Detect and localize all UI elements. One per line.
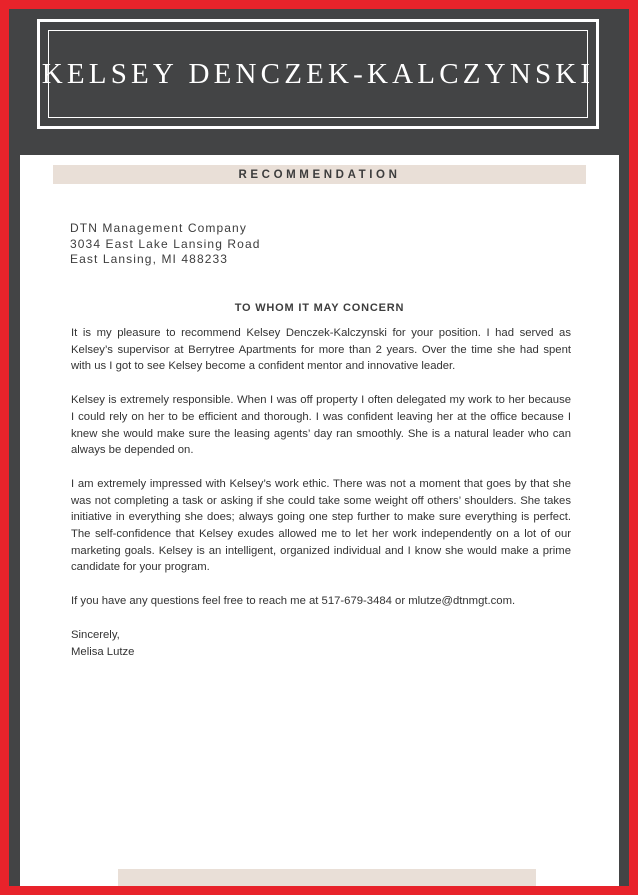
page-frame xyxy=(9,9,629,886)
recipient-company: DTN Management Company xyxy=(70,221,247,235)
paragraph-1: It is my pleasure to recommend Kelsey Denczek-Kalczynski for your position. I had served as Kelsey’s supervisor at Berrytree Apartments for more than 2 years. Over the time she had spent with us I got to see Kelsey become a confident mentor and innovative leader. xyxy=(71,327,571,373)
recipient-street: 3034 East Lake Lansing Road xyxy=(70,236,261,251)
recipient-city: East Lansing, MI 488233 xyxy=(70,252,229,266)
salutation: TO WHOM IT MAY CONCERN xyxy=(234,302,405,314)
recipient-address xyxy=(70,221,261,268)
letter-paper xyxy=(20,155,619,886)
letter-body xyxy=(71,325,571,661)
name-header xyxy=(37,19,599,129)
candidate-name: KELSEY DENCZEK-KALCZYNSKI xyxy=(41,57,595,90)
paragraph-2: Kelsey is extremely responsible. When I was off property I often delegated my work to her because I could rely on her to be efficient and thorough. I was confident leaving her at the office because I knew she would make sure the leasing agents’ day ran smoothly. She is a natural leader who can always be depended on. xyxy=(71,394,571,457)
footer-bar xyxy=(118,869,536,886)
name-header-inner-border xyxy=(41,30,595,118)
section-bar xyxy=(53,165,586,184)
paragraph-3: I am extremely impressed with Kelsey’s work ethic. There was not a moment that goes by that she was not completing a task or asking if she could take some weight off others’ shoulders. She takes initiative in everything she does; always going one step further to make sure everything is perfect. The self-confidence that Kelsey exudes allowed me to let her work independently on a lot of our marketing goals. Kelsey is an intelligent, organized individual and I know she would make a prime candidate for your program. xyxy=(71,477,571,574)
paragraph-4: If you have any questions feel free to reach me at 517-679-3484 or mlutze@dtnmgt.com. xyxy=(71,595,516,608)
section-title: RECOMMENDATION xyxy=(238,168,401,181)
signature: Melisa Lutze xyxy=(71,645,135,658)
closing: Sincerely, xyxy=(71,628,120,641)
